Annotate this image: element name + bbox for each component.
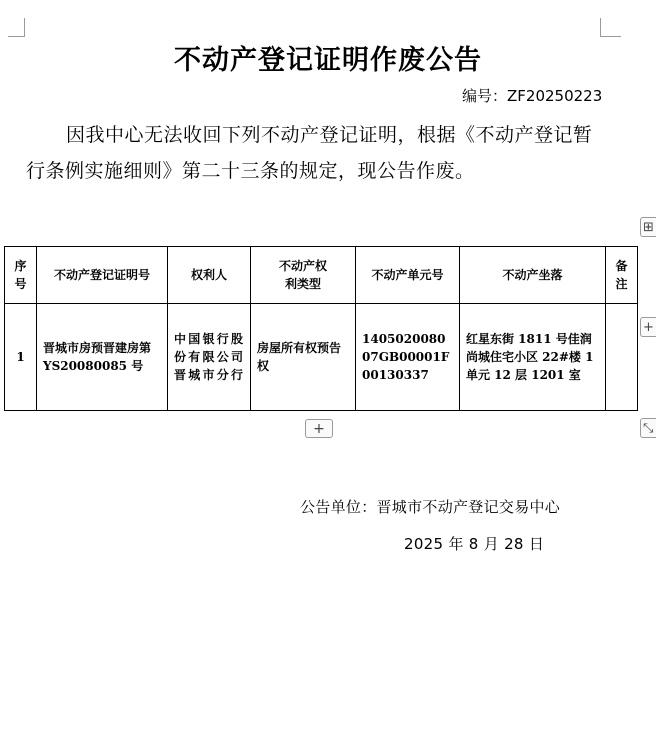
cell-right-type: 房屋所有权预告权 <box>251 304 356 411</box>
page-corner-mark-top-left <box>8 18 25 37</box>
table-row <box>5 304 638 411</box>
header-location: 不动产坐落 <box>460 247 606 304</box>
resize-table-icon[interactable]: ⤡ <box>640 418 656 438</box>
page-corner-mark-top-right <box>600 18 621 37</box>
document-number: 编号：ZF20250223 <box>462 87 603 105</box>
cell-holder: 中国银行股份有限公司晋城市分行 <box>168 304 251 411</box>
cell-cert-no: 晋城市房预晋建房第 YS20080085 号 <box>37 304 168 411</box>
header-unit-no: 不动产单元号 <box>356 247 460 304</box>
header-right-type: 不动产权利类型 <box>251 247 356 304</box>
announcing-organization: 公告单位：晋城市不动产登记交易中心 <box>300 498 561 516</box>
add-column-icon[interactable]: + <box>640 317 656 337</box>
table-header-row <box>5 247 638 304</box>
announcement-date: 2025 年 8 月 28 日 <box>404 535 545 553</box>
cell-unit-no: 140502008007GB00001F00130337 <box>356 304 460 411</box>
header-no: 序号 <box>5 247 37 304</box>
cell-no: 1 <box>5 304 37 411</box>
document-title: 不动产登记证明作废公告 <box>174 45 482 76</box>
cell-remark <box>606 304 638 411</box>
intro-paragraph: 因我中心无法收回下列不动产登记证明，根据《不动产登记暂行条例实施细则》第二十三条的规定，现公告作废。 <box>26 124 593 182</box>
header-cert-no: 不动产登记证明号 <box>37 247 168 304</box>
add-row-button[interactable]: + <box>305 419 333 438</box>
table-select-handle-icon[interactable]: ⊞ <box>640 217 656 237</box>
cell-location: 红星东街 1811 号佳润尚城住宅小区 22#楼 1 单元 12 层 1201 室 <box>460 304 606 411</box>
void-certificate-table <box>4 246 638 411</box>
header-holder: 权利人 <box>168 247 251 304</box>
header-remark: 备注 <box>606 247 638 304</box>
